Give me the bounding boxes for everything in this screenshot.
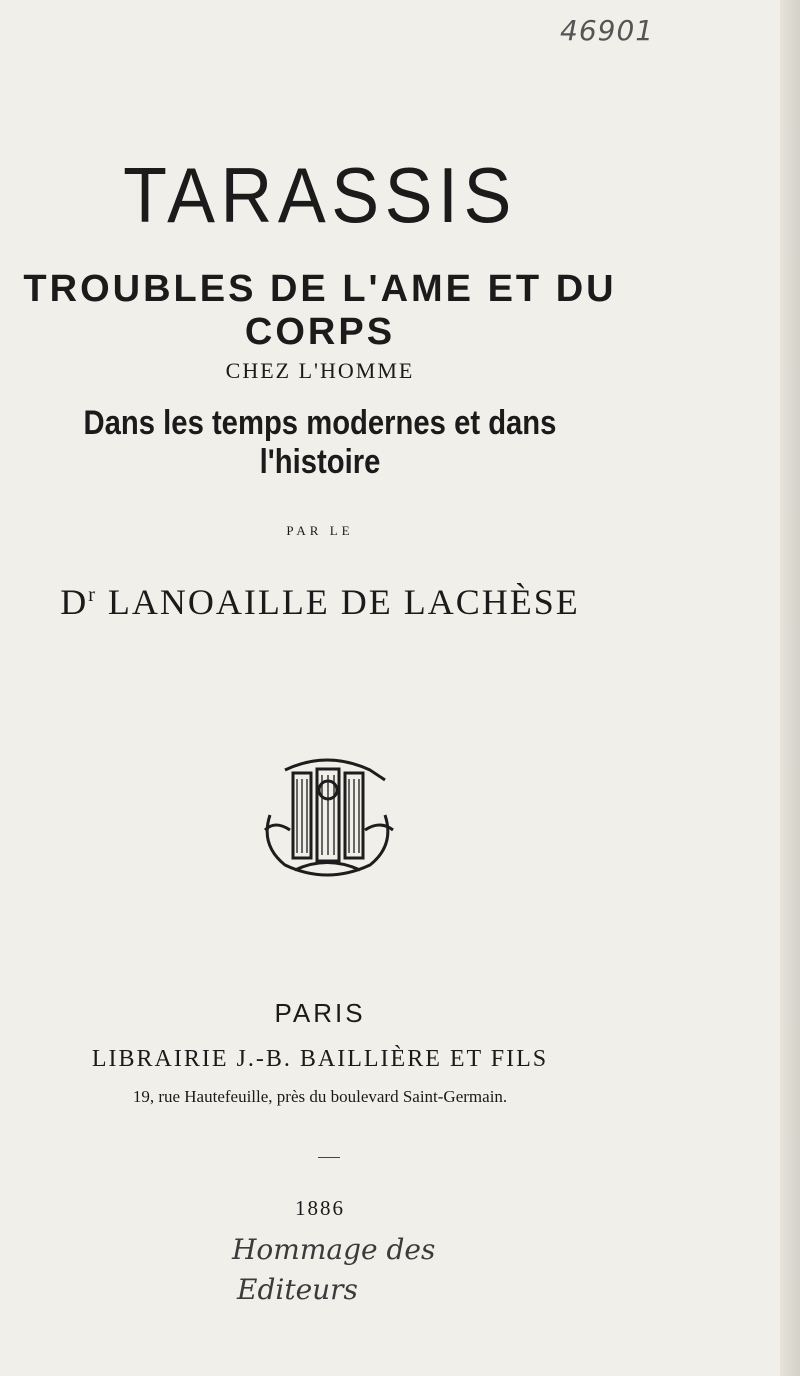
page-edge [780,0,800,1376]
divider [318,1157,340,1158]
par-le: PAR LE [286,523,354,538]
book-subtitle: TROUBLES DE L'AME ET DU CORPS [23,268,617,353]
publication-year: 1886 [295,1196,345,1220]
author-name: LANOAILLE DE LACHÈSE [107,582,580,622]
handwritten-inscription [232,1230,492,1310]
subtitle-chez: CHEZ L'HOMME [225,358,415,383]
author-sup: r [88,584,97,606]
publisher-name: LIBRAIRIE J.-B. BAILLIÈRE ET FILS [91,1046,549,1072]
shelfmark: 46901 [560,14,655,47]
publisher-monogram-icon [255,755,400,880]
inscription-line-2: Editeurs [237,1273,358,1306]
inscription-line-1: Hommage des [232,1233,436,1266]
publisher-city: PARIS [274,998,366,1028]
subtitle-dans: Dans les temps modernes et dans l'histoire [83,404,557,481]
author-prefix: D [60,582,89,622]
book-title: TARASSIS [123,151,517,239]
publisher-address: 19, rue Hautefeuille, près du boulevard Saint-Germain. [132,1087,508,1106]
author [0,581,640,623]
